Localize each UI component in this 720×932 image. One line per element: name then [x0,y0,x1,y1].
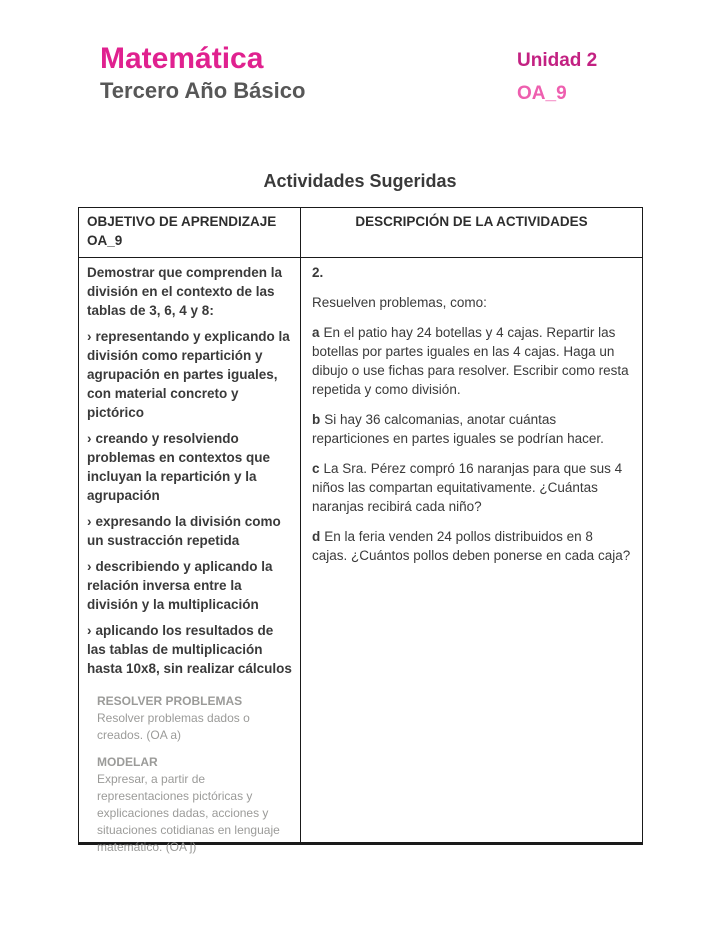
skill-text: Resolver problemas dados o creados. (OA a) [97,711,250,742]
skill-title: RESOLVER PROBLEMAS [97,694,243,708]
objective-bullet [87,557,292,614]
table-body-row [79,258,642,854]
activity-item-text: Si hay 36 calcomanias, anotar cuántas reparticiones en partes iguales se podrían hacer. [312,412,604,446]
unit-block [517,50,597,105]
bullet-marker: › [87,431,92,446]
column-header-description: DESCRIPCIÓN DE LA ACTIVIDADES [355,214,588,229]
activity-item-text: En la feria venden 24 pollos distribuidos en 8 cajas. ¿Cuántos pollos deben ponerse en cada caja? [312,529,631,563]
activity-item-label: c [312,461,320,476]
objective-bullet [87,512,292,550]
activities-cell [301,258,642,842]
activity-item [312,410,631,448]
column-header-objective-line2: OA_9 [87,233,123,248]
objective-bullet [87,621,292,678]
bullet-marker: › [87,329,92,344]
column-header-objective [79,208,301,257]
activity-item-label: b [312,412,321,427]
activity-item [312,527,631,565]
objective-bullet [87,429,292,505]
unit-label: Unidad 2 [517,50,598,71]
activity-item-label: d [312,529,321,544]
objective-bullet [87,327,292,422]
page-header [100,42,305,104]
activities-table [78,207,643,854]
activity-intro: Resuelven problemas, como: [312,295,487,310]
objective-bullet-text: representando y explicando la división como repartición y agrupación en partes iguales, con material concreto y pictórico [87,329,290,420]
oa-code: OA_9 [517,83,567,104]
column-header-objective-line1: OBJETIVO DE APRENDIZAJE [87,214,277,229]
bullet-marker: › [87,623,92,638]
section-heading: Actividades Sugeridas [263,171,457,191]
activity-item-text: En el patio hay 24 botellas y 4 cajas. Repartir las botellas por partes iguales en las 4 cajas. Haga un dibujo o use fichas para resolver. Escribir como resta repetida y como división. [312,325,629,397]
doc-subtitle: Tercero Año Básico [100,78,306,103]
activity-item [312,323,631,399]
activity-number: 2. [312,265,324,280]
objective-bullet-text: describiendo y aplicando la relación inversa entre la división y la multiplicación [87,559,273,612]
activity-item [312,459,631,516]
skill-text: Expresar, a partir de representaciones pictóricas y explicaciones dadas, acciones y situaciones cotidianas en lenguaje matemático. (OA j) [97,772,280,854]
doc-title: Matemática [100,42,264,75]
objective-bullet-text: expresando la división como un sustracción repetida [87,514,281,548]
objective-cell [79,258,301,854]
objective-bullet-text: aplicando los resultados de las tablas de multiplicación hasta 10x8, sin realizar cálculos [87,623,292,676]
skills-annotations [97,693,292,856]
activity-item-text: La Sra. Pérez compró 16 naranjas para que sus 4 niños las compartan equitativamente. ¿Cuántas naranjas recibirá cada niño? [312,461,623,514]
table-header-row [79,208,642,258]
activity-item-label: a [312,325,320,340]
bullet-marker: › [87,559,92,574]
objective-intro: Demostrar que comprenden la división en el contexto de las tablas de 3, 6, 4 y 8: [87,265,283,318]
skill-title: MODELAR [97,755,158,769]
bullet-marker: › [87,514,92,529]
objective-bullet-text: creando y resolviendo problemas en contextos que incluyan la repartición y la agrupación [87,431,271,503]
